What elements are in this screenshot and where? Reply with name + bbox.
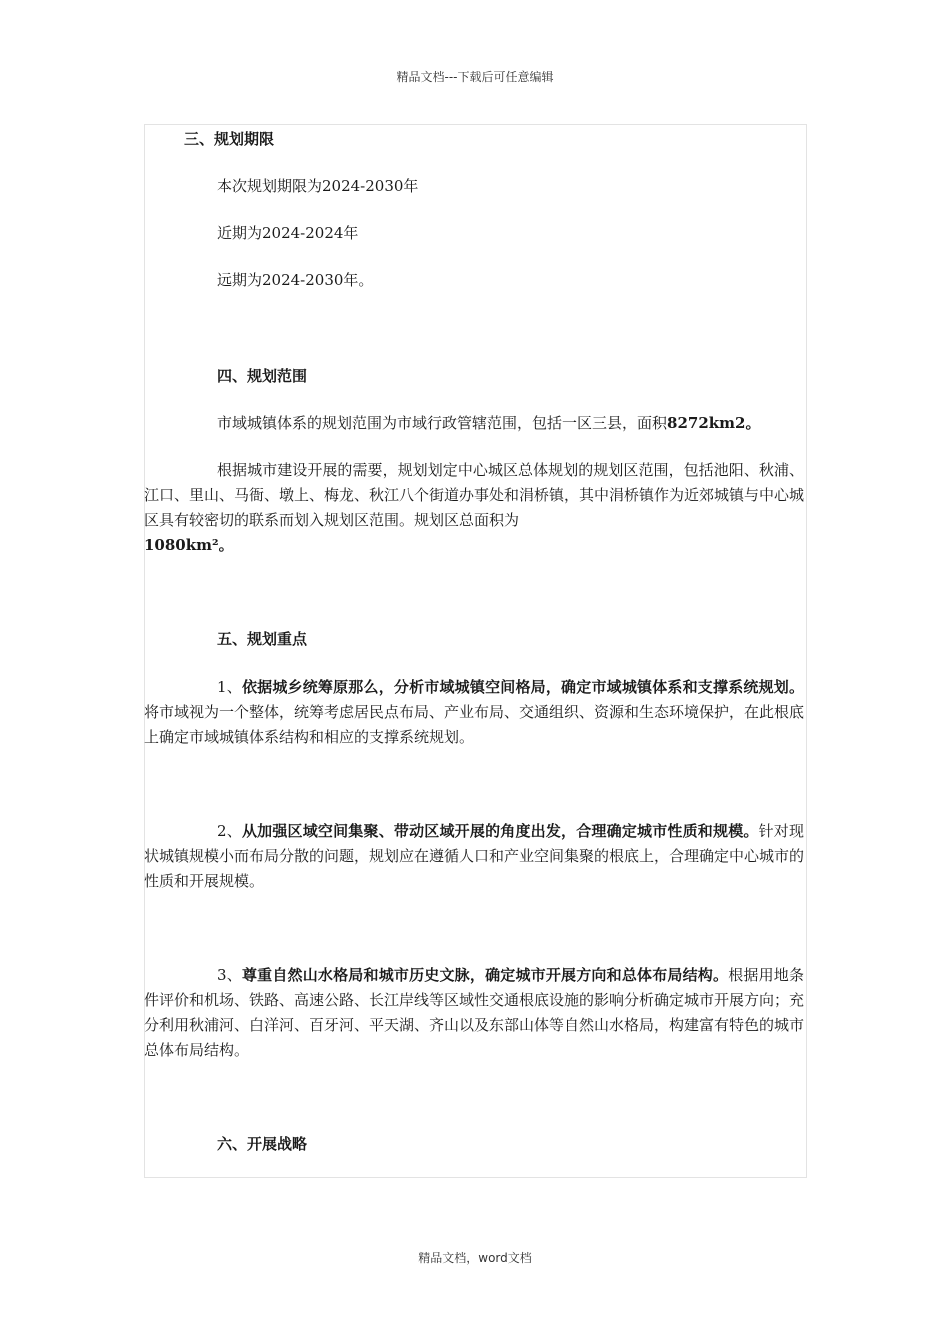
- page-header: 精品文档---下载后可任意编辑: [396, 70, 554, 84]
- scope-paragraph-1: [217, 411, 760, 436]
- scope-paragraph-2: [144, 458, 804, 558]
- focus-item-3: [144, 963, 804, 1063]
- planning-area-value: 1080km²。: [144, 536, 234, 554]
- item-bold-text: 依据城乡统筹原那么，分析市域城镇空间格局，确定市域城镇体系和支撑系统规划。: [241, 678, 804, 696]
- page-footer: 精品文档，word文档: [418, 1251, 532, 1265]
- plan-period-line: 本次规划期限为2024-2030年: [217, 177, 419, 195]
- section-heading-4: 四、规划范围: [217, 367, 308, 385]
- scope-text: 市域城镇体系的规划范围为市域行政管辖范围，包括一区三县，面积: [217, 414, 668, 432]
- area-value: 8272km2。: [667, 414, 761, 432]
- focus-item-1: [144, 675, 804, 750]
- section-heading-6: 六、开展战略: [217, 1135, 308, 1153]
- long-term-line: 远期为2024-2030年。: [217, 271, 374, 289]
- item-number: 1、: [217, 678, 242, 696]
- item-bold-text: 从加强区域空间集聚、带动区域开展的角度出发，合理确定城市性质和规模。: [241, 822, 759, 840]
- item-text: 根据用地条件评价和机场、铁路、高速公路、长江岸线等区域性交通根底设施的影响分析确定城市开展方向；充分利用秋浦河、白洋河、百牙河、平天湖、齐山以及东部山体等自然山水格局，构建富有特色的城市总体布局结构。: [144, 966, 805, 1059]
- item-text: 将市域视为一个整体，统筹考虑居民点布局、产业布局、交通组织、资源和生态环境保护，在此根底上确定市域城镇体系结构和相应的支撑系统规划。: [144, 703, 805, 746]
- item-text: 针对现状城镇规模小而布局分散的问题，规划应在遵循人口和产业空间集聚的根底上，合理确定中心城市的性质和开展规模。: [144, 822, 805, 890]
- section-heading-5: 五、规划重点: [217, 630, 308, 648]
- item-bold-text: 尊重自然山水格局和城市历史文脉，确定城市开展方向和总体布局结构。: [241, 966, 729, 984]
- near-term-line: 近期为2024-2024年: [217, 224, 359, 242]
- scope-detail-text: 根据城市建设开展的需要，规划划定中心城区总体规划的规划区范围，包括池阳、秋浦、江口、里山、马衙、墩上、梅龙、秋江八个街道办事处和涓桥镇，其中涓桥镇作为近郊城镇与中心城区具有较密切的联系而划入规划区范围。规划区总面积为: [144, 461, 805, 529]
- item-number: 3、: [217, 966, 242, 984]
- focus-item-2: [144, 819, 804, 894]
- section-heading-3: 三、规划期限: [184, 130, 275, 148]
- item-number: 2、: [217, 822, 242, 840]
